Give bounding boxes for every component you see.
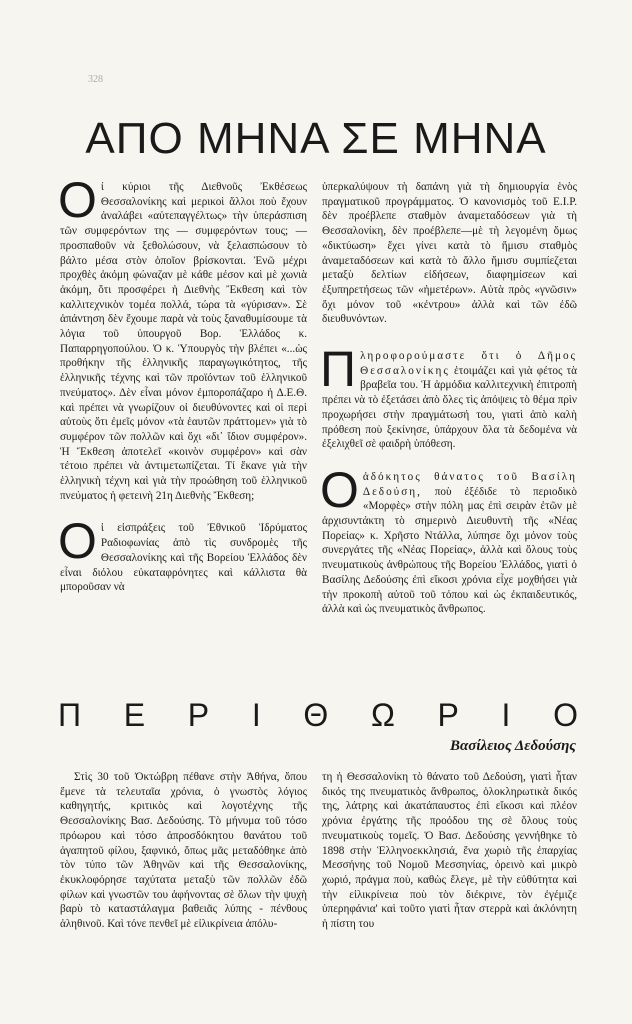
lead-text: ληροφορούμαστε ὅτι ὁ Δῆμος Θεσσαλονίκης [360, 350, 577, 377]
drop-cap: Ο [58, 513, 97, 570]
title-letter: Ρ [187, 697, 210, 733]
page-number: 328 [88, 74, 103, 85]
title-letter: Π [58, 697, 82, 733]
article-text: ἑτοιμάζει καὶ γιὰ φέτος τὰ βραβεῖα του. Ἡ ἁρμόδια καλλιτεχνικὴ ἐπιτροπὴ πρέπει νὰ τὸ ἐξετάσει ἀπὸ ὅλες τὶς ἀπόψεις τὸ θέμα πρὶν προχωρήσει στὴν πραγμάτωσή του, γιατὶ ἀπὸ καλὴ πρόθεση ποὺ ξεκίνησε, ὑπάρχουν ὅλα τὰ δεδομένα νὰ ἐξελιχθεῖ σὲ φαιδρὴ ὑπόθεση. [322, 364, 577, 451]
obituary-text-continued: τη ἡ Θεσσαλονίκη τὸ θάνατο τοῦ Δεδούση, γιατὶ ἦταν δικός της πνευματικὸς ἄνθρωπος, ὁλοκληρωτικὰ δικός της, λάτρης καὶ ἀκατάπαυστος ἐπὶ εἴκοσι καὶ πλέον χρόνια ἐργάτης τῆς προόδου της σὲ ὅλους τοὺς πνευματικοὺς τομεῖς. Ὁ Βασ. Δεδούσης γεννήθηκε τὸ 1898 στὴν Ἑλληνοεκκλησιά, ἕνα χωριὸ τῆς ἐπαρχίας Μεσσήνης τοῦ Νομοῦ Μεσσηνίας, ὀρεινὸ καὶ μικρὸ χωριό, πράγμα ποὺ, καθὼς ἔλεγε, μὲ τὴν εὐθύτητα καὶ τὴν εἰλικρίνεια ποὺ τὸν διέκρινε, τὸν ἐγέμιζε ὑπερηφάνια' καὶ τοῦτο γιατὶ ἦταν στερρὰ καὶ ἀκλόνητη ἡ πίστη του [322, 771, 577, 931]
article-radio-continued: ὑπερκαλύψουν τὴ δαπάνη γιὰ τὴ δημιουργία ἑνὸς πραγματικοῦ προγράμματος. Ὁ κανονισμὸς τοῦ Ε.Ι.Ρ. δὲν προέβλεπε σταθμὸν ἀναμεταδόσεων γιὰ τὴ Θεσσαλονίκη, δὲν προέβλεπε—μὲ τὴ λεγομένη ὅμως «δικτύωση» ἔχει γίνει κατὰ τὸ ἥμισυ σταθμὸς ἀναμεταδόσεων καὶ κατὰ τὸ ἄλλο ἥμισυ συμπίεζεται μεταξὺ δελτίων εἰδήσεων, διαφημίσεων καὶ ἐξυπηρετήσεως τῶν «ἡμετέρων». Αὐτὰ πρὸς «γνῶσιν» ὄχι μόνον τοῦ «κέντρου» ἀλλὰ καὶ τῶν ἐδῶ διευθυνόντων. [322, 181, 577, 326]
title-letter: Ε [123, 697, 146, 733]
right-column [322, 180, 577, 617]
section-title: ΑΠΟ ΜΗΝΑ ΣΕ ΜΗΝΑ [85, 114, 547, 163]
drop-cap: Ο [58, 172, 97, 228]
author-name: Βασίλειος Δεδούσης [449, 738, 576, 754]
section2-left-column [60, 770, 307, 932]
left-column [58, 172, 307, 595]
lead-text: ἀδόκητος θάνατος τοῦ Βασίλη Δεδούση, [362, 470, 577, 498]
article-text: ί κύριοι τῆς Διεθνοῦς Ἐκθέσεως Θεσσαλονίκης καὶ μερικοὶ ἄλλοι ποὺ ἔχουν ἀναλάβει «αὐτεπαγγέλτως» τὴν ὑπεράσπιση τῶν συμφερόντων της — συμφερόντων τους; — προσπαθοῦν νὰ ξεθολώσουν, νὰ ξελασπώσουν τὸ βάλτο μέσα στὸν ὁποῖον βρίσκονται. Ἐνῶ μέχρι προχθὲς ἀκόμη φώναζαν μὲ κάθε μέσον καὶ μὲ χωνιὰ ἀκόμη, ὅτι προσφέρει ἡ Διεθνὴς Ἔκθεση καὶ τὸν καλλιτεχνικὸν τομέα πολλά, τώρα τὰ «γύρισαν». Σὲ ἀπάντηση δὲν ἔχουμε παρὰ νὰ τοὺς ξαναθυμίσουμε τὰ λόγια τοῦ ὑπουργοῦ Βορ. Ἑλλάδος κ. Παπαρρηγοπούλου. Ὁ κ. Ὑπουργὸς τὴν βλέπει «...ὡς προθήκην τῆς ἑλληνικῆς παραγωγικότητος, τῆς ἑλληνικῆς τέχνης καὶ τῶν προϊόντων τοῦ ἑλληνικοῦ πνεύματος». Δὲν εἶναι μόνον ἐμποροπάζαρο ἡ Δ.Ε.Θ. καὶ πρέπει νὰ γνωρίζουν οἱ διευθύνοντες καὶ οἱ περὶ αὐτοὺς ὅτι ἐμεῖς μόνον «τὰ ἑαυτῶν πράττομεν» γιὰ τὸ συμφέρον τῶν πολλῶν καὶ ὄχι «δι᾿ ἴδιον συμφέρον». Ἡ Ἔκθεση ἀποτελεῖ «κοινὸν συμφέρον» καὶ σὰν τέτοιο πρέπει νὰ ἀντιμετωπίζεται. Τί ἔκανε γιὰ τὴν ἑλληνικὴ τέχνη καὶ γιὰ τὴν προώθηση τοῦ ἑλληνικοῦ πνεύματος ἡ φετεινὴ 21η Διεθνὴς Ἔκθεση; [60, 181, 307, 502]
title-letter: Θ [303, 697, 329, 733]
section2-title [58, 697, 578, 734]
obituary-text: Στὶς 30 τοῦ Ὀκτώβρη πέθανε στὴν Ἀθήνα, ὅπου ἔμενε τὰ τελευταῖα χρόνια, ὁ γνωστὸς λόγιος καθηγητής, κριτικὸς καὶ λογοτέχνης τῆς Θεσσαλονίκης Βασ. Δεδούσης. Τὸ μήνυμα τοῦ τόσο πρόωρου καὶ τόσο ἀπροσδόκητου θανάτου τοῦ ἀγαπητοῦ φίλου, ξαφνικό, ὅπως μᾶς μεταδόθηκε ἀπὸ τὸν τύπο τῶν Ἀθηνῶν καὶ τῆς Θεσσαλονίκης, ἐκυκλοφόρησε ταχύτατα μεταξὺ τῶν πολλῶν ἐδῶ φίλων καὶ γνωστῶν του ἀφήνοντας σὲ ὅλων τὴν ψυχὴ βαρὺ τὸ καταστάλαγμα βαθειᾶς λύπης - πένθους ἀληθινοῦ. Καὶ τόνε πενθεῖ μὲ εἰλικρίνεια ἀπόλυ- [60, 771, 307, 931]
article-exhibition [58, 172, 307, 503]
title-letter: Ο [553, 697, 578, 733]
drop-cap: Ο [320, 461, 359, 518]
article-radio [58, 513, 307, 595]
article-text: ἱ εἰσπράξεις τοῦ Ἐθνικοῦ Ἱδρύματος Ραδιοφωνίας ἀπὸ τὶς συνδρομὲς τῆς Θεσσαλονίκης καὶ τῆς Βορείου Ἑλλάδος δὲν εἶναι διόλου εὐκαταφρόνητες καὶ κάλλιστα θὰ μποροῦσαν νὰ [60, 522, 307, 594]
title-letter: Ρ [437, 697, 459, 733]
article-municipality [320, 341, 577, 452]
article-text: ποὺ ἐξέδιδε τὸ περιοδικὸ «Μορφὲς» στὴν πόλη μας ἐπὶ σειρὰν ἐτῶν μὲ ἀρχισυντάκτη τὸ σημερινὸ Διευθυντὴ τῆς «Νέας Πορείας» κ. Χρῆστο Ντάλλα, λύπησε ὄχι μόνον τοὺς συνεργάτες τῆς «Νέας Πορείας», ἀλλὰ καὶ ὅλους τοὺς πνευματικοὺς ἀνθρώπους τῆς Βορείου Ἑλλάδος, γιατὶ ὁ Βασίλης Δεδούσης ἐπὶ εἴκοσι χρόνια εἶχε μοχθήσει γιὰ τὴν προκοπὴ αὐτοῦ τοῦ τόπου καὶ ὡς ἐκπαιδευτικός, ἀλλὰ καὶ ὡς πνευματικὸς ἄνθρωπος. [322, 485, 577, 616]
section2-right-column [322, 770, 577, 932]
drop-cap: Π [320, 341, 357, 398]
article-obituary-note [320, 461, 577, 617]
title-letter: Ι [501, 697, 511, 733]
title-letter: Ω [370, 697, 395, 733]
title-letter: Ι [251, 697, 261, 733]
